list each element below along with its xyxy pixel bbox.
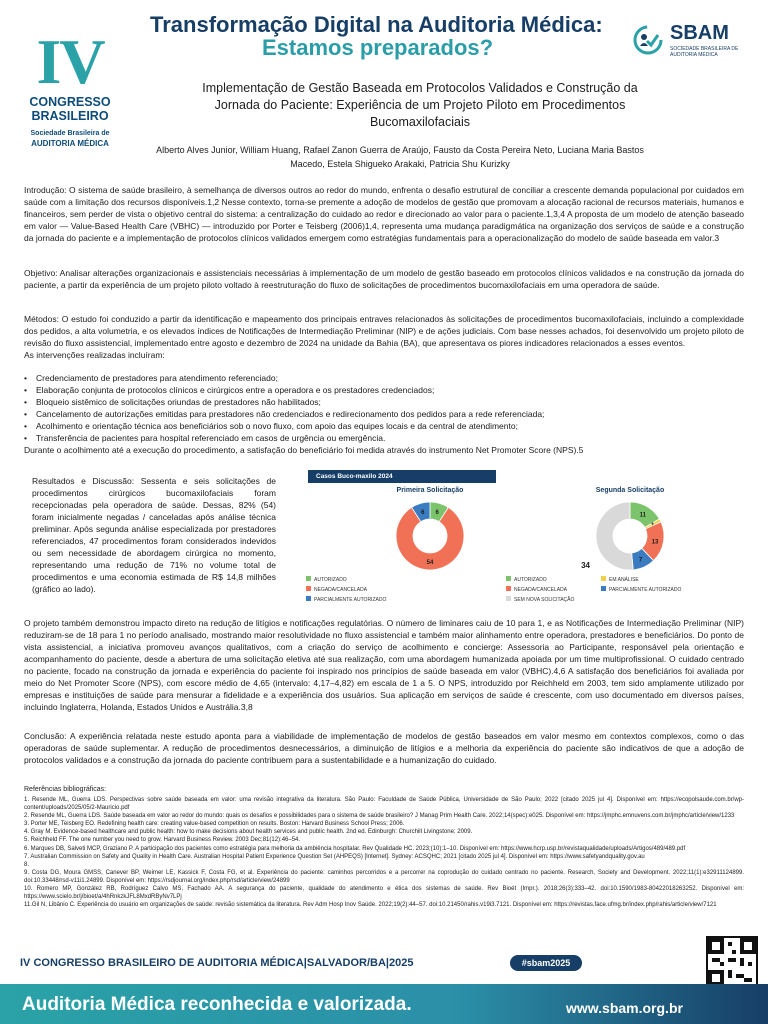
section-projeto: O projeto também demonstrou impacto direto na redução de litígios e notificações regulatórias. O número de liminares caiu de 10 para 1, e as Notificações de Intermediação Preliminar (NIP) reduziram-se de 18 para 1 no período analisado, mostrando maior resolutividade no fluxo assistencial e também maior alinhamento entre operadora, prestadores e beneficiários. Do ponto de vista assistencial, a iniciativa promoveu avanços qualitativos, com a criação do serviço de acolhimento e concierge: Assessoria ao Participante, responsável pela orientação e acompanhamento do paciente, desde a abertura de uma solicitação eletiva até sua realização, com uma abordagem humanizada apoiada por um time multiprofissional. O cuidado centrado no paciente, focado na construção da jornada e experiência do paciente foi inspirado nos princípios de saúde baseada em valor (VBHC).4,6 A satisfação dos beneficiários foi avaliada por meio do Net Promoter Score (NPS), com escore médio de 4,65 (intervalo: 4,17–4,82) em escala de 1 a 5. O NPS, introduzido por Reichheld em 2003, tem sido amplamente utilizado por empresas e instituições de saúde para mensurar a fidelidade e a experiência dos usuários. Sua aplicação em serviços de saúde é crescente, com uso documentado em diversos países, incluindo Inglaterra, Holanda, Estados Unidos e Austrália.3,8: [24, 618, 744, 712]
slice-label: 13: [651, 539, 659, 546]
list-item: • Acolhimento e orientação técnica aos beneficiários sob o novo fluxo, com apoio das equipes locais e da central de atendimento;: [24, 420, 744, 432]
reference-item: 5. Reichheld FF. The one number you need to grow. Harvard Business Review. 2003 Dec;81(12):46–54.: [24, 837, 301, 844]
qr-code-icon[interactable]: [706, 936, 758, 988]
legend-label: NEGADA/CANCELADA: [314, 586, 368, 593]
logo-numeral: IV: [36, 26, 104, 97]
logo-text-sociedade: Sociedade Brasileira de: [30, 130, 110, 137]
legend-swatch: [306, 586, 311, 591]
paper-authors: Alberto Alves Junior, William Huang, Rafael Zanon Guerra de Araújo, Fausto da Costa Pereira Neto, Luciana Maria Bastos Macedo, Estela Shigueko Arakaki, Patricia Shu Kurizky: [156, 145, 644, 169]
legend-swatch: [306, 576, 311, 581]
intervencoes-intro: As intervenções realizadas incluíram:: [24, 350, 165, 360]
donut-slice: [596, 502, 633, 570]
legend-label: AUTORIZADO: [314, 576, 347, 583]
references-title: Referências bibliográficas:: [24, 786, 107, 793]
references-list: [24, 796, 744, 909]
reference-item: 7. Australian Commission on Safety and Quality in Health Care. Australian Hospital Patient Experience Question Set (AHPEQS) [Internet]. Sydney: ACSQHC; 2021 [citado 2025 jul 4]. Disponível em: https://www.safetyandquality.gov.au: [24, 853, 645, 860]
list-item: • Transferência de pacientes para hospital referenciado em casos de urgência ou emergência.: [24, 432, 744, 444]
legend-swatch: [506, 586, 511, 591]
reference-item: 4. Gray M. Evidence-based healthcare and public health: how to make decisions about health services and public health. 2nd ed. Edinburgh: Churchill Livingstone; 2009.: [24, 829, 473, 836]
sbam-logo: [632, 22, 752, 58]
slice-label: 34: [581, 561, 590, 570]
logo-text-brasileiro: BRASILEIRO: [31, 109, 109, 123]
slice-label: 11: [639, 512, 646, 519]
reference-item: 11.Gil N, Libânio C. Experiência do usuário em organizações de saúde: revisão sistemática da literatura. Rev Adm Hosp Inov Saúde. 2022;19(2):44–57. doi:10.21450/rahis.v19i3.7121. Disponível em: https://revistas.face.ufmg.br/index.php/rahis/article/view/7121: [24, 902, 717, 909]
qr-pattern: [708, 938, 756, 986]
list-item: • Cancelamento de autorizações emitidas para prestadores não credenciados e redirecionamento dos pedidos para a rede referenciada;: [24, 408, 744, 420]
logo-text-auditoria: AUDITORIA MÉDICA: [31, 139, 109, 148]
chart-panel-title: Casos Buco-maxilo 2024: [308, 470, 496, 483]
section-conclusao: Conclusão: A experiência relatada neste estudo aponta para a viabilidade de implementação de modelos de gestão baseados em valor mesmo em contextos complexos, como o das operadoras de saúde suplementar. A redução de procedimentos desnecessários, a diminuição de litígios e a melhoria da experiência do paciente são indicativos de que a adoção de protocolos validados e a construção da jornada do paciente contribuem para a sustentabilidade e a humanização do cuidado.: [24, 731, 744, 765]
metodos-text: Métodos: O estudo foi conduzido a partir da identificação e mapeamento dos principais entraves relacionados às solicitações de procedimentos bucomaxilofaciais, incluindo a complexidade dos pedidos, a alta volumetria, e os elevados índices de Notificações de Intermediação Preliminar (NIP) e de ações judiciais. Com base nesses achados, foi desenvolvido um projeto piloto de revisão do fluxo assistencial, implementado entre agosto e dezembro de 2024 na unidade da Bahia (BA), que apresentava os piores indicadores relacionados a esses eventos.: [24, 314, 744, 348]
legend-swatch: [601, 576, 606, 581]
slice-label: 6: [421, 510, 425, 517]
poster-title-line1: Transformação Digital na Auditoria Médica:: [150, 12, 603, 37]
section-objetivo: Objetivo: Analisar alterações organizacionais e assistenciais necessárias à implementação de um modelo de gestão baseado em protocolos clínicos validados e na construção da jornada do paciente, a partir da experiência de um projeto piloto voltado à reestruturação do fluxo de solicitações de procedimentos bucomaxilofaciais em uma operadora de saúde.: [24, 268, 744, 290]
chart-title: Segunda Solicitação: [595, 487, 665, 494]
legend-swatch: [601, 586, 606, 591]
sbam-emblem-icon: [632, 24, 664, 56]
slice-label: 54: [426, 560, 434, 566]
legend-swatch: [306, 596, 311, 601]
reference-item: 1. Resende ML, Guerra LDS. Perspectivas sobre saúde baseada em valor: uma revisão integrativa da literatura. São Paulo: Faculdade de Saúde Pública, Universidade de São Paulo; 2022 [citado 2025 jul 4]. Disponível em: https://ecopolsaude.com.br/wp-content/uploads/2025/05/2-Mauricio.pdf: [24, 797, 744, 812]
chart-title: Primeira Solicitação: [396, 487, 464, 494]
reference-item: 10. Romero MP, González RB, Rodríguez Calvo MS, Fachado AA. A segurança do paciente, qualidade do atendimento e ética dos sistemas de saúde. Rev Bioét (Impr.). 2018;26(3):333–42. doi:10.1590/1983-80422018263252. Disponível em: https://www.scielo.br/j/bioet/a/4hRnkzkJFL8MxdRByNv7LPj: [24, 886, 744, 901]
slice-label: 7: [638, 557, 643, 564]
reference-item: 9. Costa DG, Moura GMSS, Canever BP, Weimer LE, Kassick F, Costa FG, et al. Experiência do paciente: caminhos percorridos e a percorrer na coprodução do cuidado centrado no paciente. Research, Society and Development. 2022;11(1):e32911124899. doi:10.33448/rsd-v11i1.24899. Disponível em: https://rsdjournal.org/index.php/rsd/article/view/24899: [24, 869, 744, 884]
section-metodos: [24, 313, 744, 361]
hashtag-badge: #sbam2025: [510, 955, 582, 971]
intervencoes-list: [24, 372, 744, 444]
legend-swatch: [506, 576, 511, 581]
section-resultados: Resultados e Discussão: Sessenta e seis solicitações de procedimentos cirúrgicos bucomaxilofaciais foram recepcionadas pela operadora de saúde. Dessas, 82% (54) foram inicialmente negadas / canceladas após análise técnica preliminar. Após segunda análise especializada por prestadores referenciados, 47 procedimentos foram considerados indevidos ou sem necessidade de abordagem cirúrgica no momento, representando uma redução de 71% no volume total de procedimentos e uma economia estimada de R$ 14,8 milhões (gráfico ao lado).: [32, 476, 276, 594]
reference-item: 2. Resende ML, Guerra LDS. Saúde baseada em valor ao redor do mundo: quais os desafios e possibilidades para o sistema de saúde brasileiro? J Manag Prim Health Care. 2022;14(spec):e025. Disponível em: https://jmphc.emnuvens.com.br/jmphc/article/view/1233: [24, 813, 735, 820]
legend-label: PARCIALMENTE AUTORIZADO: [609, 586, 682, 593]
legend-label: SEM NOVA SOLICITAÇÃO: [514, 596, 575, 603]
poster-title-line2: Estamos preparados?: [262, 35, 494, 60]
legend-swatch: [506, 596, 511, 601]
list-item: • Elaboração conjunta de protocolos clínicos e cirúrgicos entre a operadora e os prestadores credenciados;: [24, 384, 744, 396]
footer-congress-text: IV CONGRESSO BRASILEIRO DE AUDITORIA MÉDICA|SALVADOR/BA|2025: [20, 957, 414, 969]
legend-label: PARCIALMENTE AUTORIZADO: [314, 596, 387, 603]
list-item: • Bloqueio sistêmico de solicitações oriundas de prestadores não habilitados;: [24, 396, 744, 408]
sbam-subtitle: SOCIEDADE BRASILEIRA DE AUDITORIA MÉDICA: [670, 46, 739, 58]
logo-text-congresso: CONGRESSO: [29, 95, 111, 109]
metodos-closing: Durante o acolhimento até a execução do procedimento, a satisfação do beneficiário foi medida através do instrumento Net Promoter Score (NPS).5: [24, 445, 584, 455]
congress-logo: [18, 26, 122, 162]
list-item: • Credenciamento de prestadores para atendimento referenciado;: [24, 372, 744, 384]
reference-item: 3. Porter ME, Teisberg EO. Redefining health care: creating value-based competition on results. Boston: Harvard Business School Press; 2006.: [24, 821, 405, 828]
slice-label: 6: [435, 510, 439, 517]
footer-slogan: Auditoria Médica reconhecida e valorizada.: [22, 994, 412, 1015]
sbam-name: SBAM: [670, 22, 729, 44]
legend-label: AUTORIZADO: [514, 576, 547, 583]
paper-title: Implementação de Gestão Baseada em Protocolos Validados e Construção da Jornada do Paciente: Experiência de um Projeto Piloto em Procedimentos Bucomaxilofaciais: [202, 81, 638, 129]
legend-label: NEGADA/CANCELADA: [514, 586, 568, 593]
legend-label: EM ANÁLISE: [609, 576, 639, 583]
reference-item: 8.: [24, 861, 30, 868]
chart-panel: [300, 466, 700, 616]
footer-url[interactable]: www.sbam.org.br: [566, 1000, 683, 1016]
section-introducao: Introdução: O sistema de saúde brasileiro, à semelhança de diversos outros ao redor do mundo, enfrenta o desafio estrutural de conciliar a crescente demanda populacional por cuidados em saúde com a limitação dos recursos disponíveis.1,2 Nesse contexto, torna-se premente a adoção de modelos de gestão que promovam a alocação racional de recursos materiais, humanos e financeiros, sem perder de vista o objetivo central do sistema: a centralização do cuidado ao redor e direcionado ao valor para o paciente.1,3,4 A proposta de um modelo de atenção baseado em valor — Value-Based Health Care (VBHC) — introduzido por Porter e Teisberg (2006)1,4, representa uma mudança paradigmática na organização dos serviços de saúde e a construção da jornada do paciente e a implementação de protocolos clínicos validados emergem como estratégias fundamentais para a operacionalização do modelo de saúde baseada em valor.3: [24, 185, 744, 243]
donut-charts: [300, 484, 700, 616]
reference-item: 6. Marques DB, Salveti MCP, Graziano P. A participação dos pacientes como estratégia para melhoria da ambiência hospitalar. Rev Qualidade HC. 2023;(10):1–10. Disponível em: https://www.hcrp.usp.br/revistaqualidade/uploads/Artigos/489/489.pdf: [24, 845, 686, 852]
